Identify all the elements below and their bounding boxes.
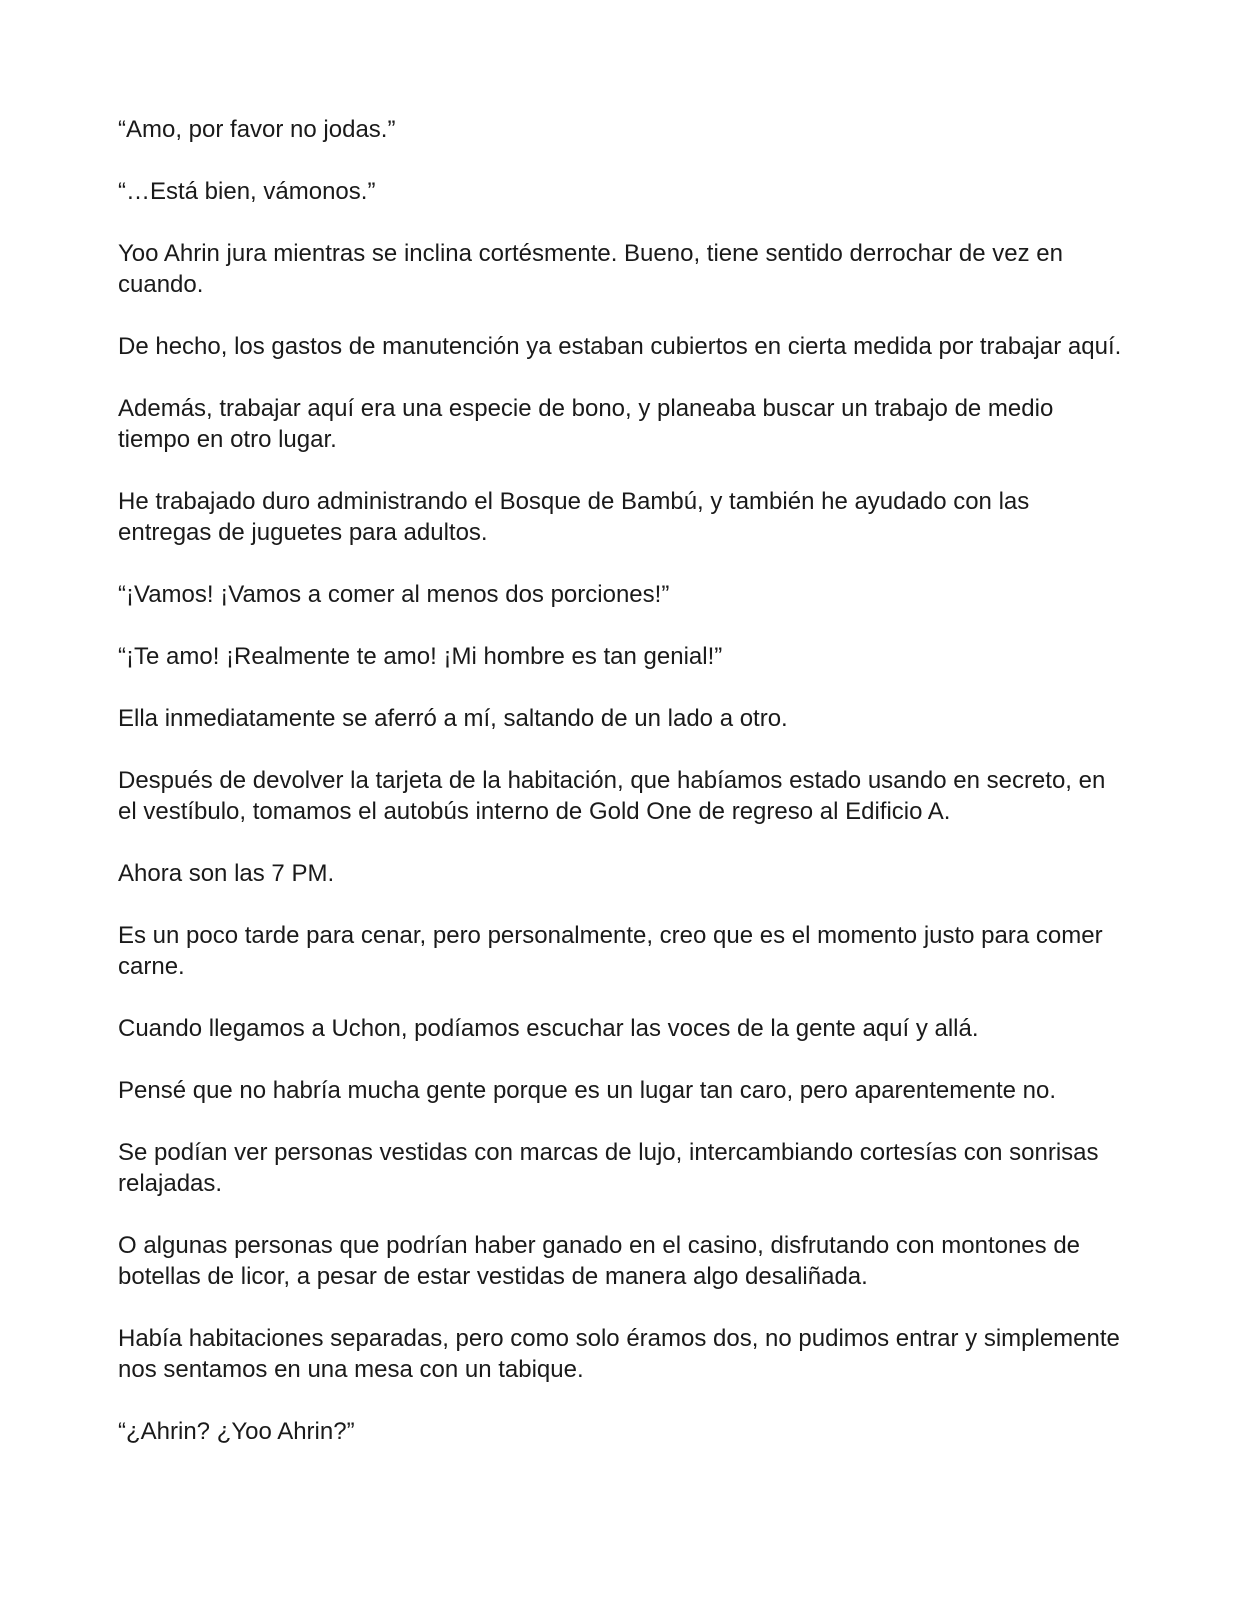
paragraph: Cuando llegamos a Uchon, podíamos escuchar las voces de la gente aquí y allá. xyxy=(118,1015,979,1042)
paragraph: Después de devolver la tarjeta de la habitación, que habíamos estado usando en secreto, en el vestíbulo, tomamos el autobús interno de Gold One de regreso al Edificio A. xyxy=(118,767,1106,825)
paragraph: Además, trabajar aquí era una especie de bono, y planeaba buscar un trabajo de medio tiempo en otro lugar. xyxy=(118,395,1054,453)
paragraph: “¿Ahrin? ¿Yoo Ahrin?” xyxy=(118,1418,355,1445)
paragraph: Yoo Ahrin jura mientras se inclina cortésmente. Bueno, tiene sentido derrochar de vez en cuando. xyxy=(118,240,1063,298)
paragraph: De hecho, los gastos de manutención ya estaban cubiertos en cierta medida por trabajar aquí. xyxy=(118,333,1122,360)
paragraph: “Amo, por favor no jodas.” xyxy=(118,116,396,143)
paragraph: Ahora son las 7 PM. xyxy=(118,860,335,887)
paragraph: He trabajado duro administrando el Bosque de Bambú, y también he ayudado con las entregas de juguetes para adultos. xyxy=(118,488,1030,546)
paragraph: “…Está bien, vámonos.” xyxy=(118,178,376,205)
paragraph: “¡Vamos! ¡Vamos a comer al menos dos porciones!” xyxy=(118,581,670,608)
paragraph: “¡Te amo! ¡Realmente te amo! ¡Mi hombre es tan genial!” xyxy=(118,643,723,670)
paragraph: O algunas personas que podrían haber ganado en el casino, disfrutando con montones de botellas de licor, a pesar de estar vestidas de manera algo desaliñada. xyxy=(118,1232,1081,1290)
document-page xyxy=(118,114,1128,1478)
paragraph: Ella inmediatamente se aferró a mí, saltando de un lado a otro. xyxy=(118,705,788,732)
paragraph: Se podían ver personas vestidas con marcas de lujo, intercambiando cortesías con sonrisas relajadas. xyxy=(118,1139,1099,1197)
paragraph: Había habitaciones separadas, pero como solo éramos dos, no pudimos entrar y simplemente nos sentamos en una mesa con un tabique. xyxy=(118,1325,1120,1383)
paragraph: Es un poco tarde para cenar, pero personalmente, creo que es el momento justo para comer carne. xyxy=(118,922,1103,980)
paragraph: Pensé que no habría mucha gente porque es un lugar tan caro, pero aparentemente no. xyxy=(118,1077,1056,1104)
